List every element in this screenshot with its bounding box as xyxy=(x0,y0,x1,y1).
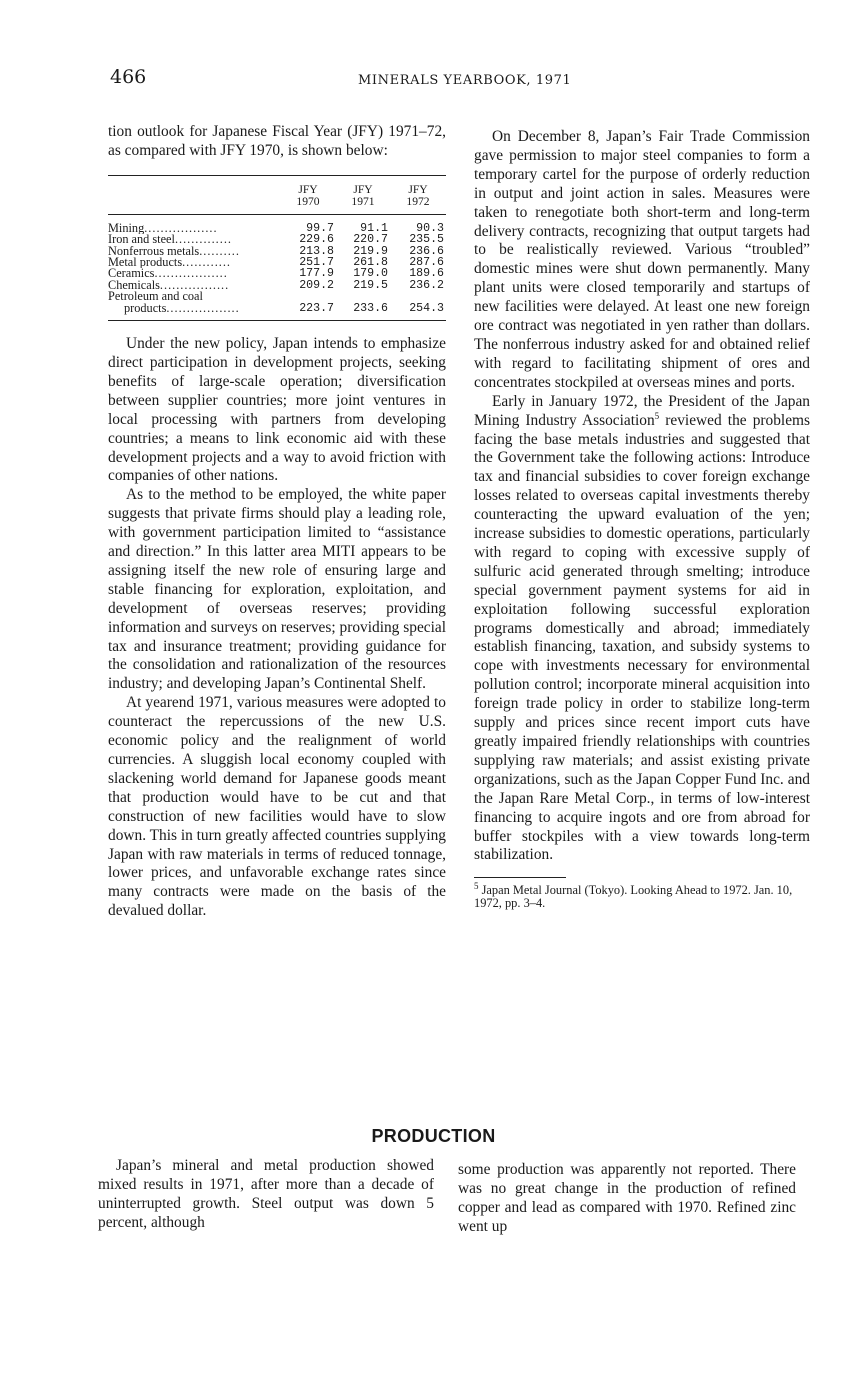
production-index-table xyxy=(108,175,446,321)
production-left-column xyxy=(98,1157,434,1233)
table-row xyxy=(108,280,446,291)
table-corner xyxy=(108,175,280,214)
paragraph: Japan’s mineral and metal production showed mixed results in 1971, after more than a decade of uninterrupted growth. Steel output was down 5 percent, although xyxy=(98,1157,434,1231)
footnote-divider xyxy=(474,877,566,878)
paragraph: At yearend 1971, various measures were adopted to counteract the repercussions of the new U.S. economic policy and the realignment of world currencies. A sluggish local economy coupled with slackening world demand for Japanese goods meant that production would have to be cut and that construction of new facilities would have to slow down. This in turn greatly affected countries supplying Japan with raw materials in terms of reduced tonnage, lower prices, and unfavorable exchange rates since many contracts were made on the basis of the devalued dollar. xyxy=(108,694,446,920)
cell-1971: 261.8 xyxy=(353,256,388,270)
left-column xyxy=(108,123,446,921)
cell-1971: 219.5 xyxy=(353,278,388,292)
cell-1970: 213.8 xyxy=(299,244,334,258)
cell-1971: 179.0 xyxy=(353,267,388,281)
table-row xyxy=(108,214,446,234)
footnote-reference: 5 xyxy=(654,410,660,421)
right-column xyxy=(474,128,810,910)
index-table xyxy=(108,175,446,321)
row-label: Iron and steel.............. xyxy=(108,234,232,246)
page-number: 466 xyxy=(110,66,147,88)
table-row xyxy=(108,291,446,302)
row-label: Nonferrous metals.......... xyxy=(108,245,240,258)
cell-1972: 254.3 xyxy=(390,303,446,321)
paragraph: As to the method to be employed, the white paper suggests that private firms should play a leading role, with government participation limited to “assistance and direction.” In this latter area MITI appears to be assigning itself the new role of ensuring large and stable financing for exploration, exploitation, and development of overseas reserves; providing information and surveys on reserves; providing special tax and insurance treatment; providing guidance for the consolidation and rationalization of the resources industry; and developing Japan’s Continental Shelf. xyxy=(108,486,446,693)
section-heading: PRODUCTION xyxy=(371,1126,496,1146)
running-title: MINERALS YEARBOOK, 1971 xyxy=(358,73,572,88)
cell-1972: 236.2 xyxy=(409,278,444,292)
paragraph: Under the new policy, Japan intends to emphasize direct participation in development projects, seeking benefits of large-scale operation; diversification between supplier countries; more joint ventures in local processing with partners from developing countries; a means to link economic aid with these development projects and a way to avoid friction with companies of other nations. xyxy=(108,335,446,485)
table-header-row xyxy=(108,175,446,214)
paragraph: On December 8, Japan’s Fair Trade Commission gave permission to major steel companies to form a temporary cartel for the purpose of orderly reduction in output and joint action in sales. Measures were taken to renegotiate both short-term and long-term delivery contracts, recognizing that output targets had to be realistically reviewed. Various “troubled” domestic mines were shut down permanently. Many plant units were closed temporarily and startups of new facilities were delayed. At least one new foreign ore contract was negotiated in yen rather than dollars. The nonferrous industry asked for and obtained relief with regard to facilitating shipment of ores and concentrates stockpiled at overseas mines and ports. xyxy=(474,128,810,391)
cell-1970: 229.6 xyxy=(299,233,334,247)
cell-1972: 90.3 xyxy=(416,221,444,235)
cell-1972: 236.6 xyxy=(409,244,444,258)
table-row xyxy=(108,268,446,279)
cell-1971: 233.6 xyxy=(336,303,390,321)
column-header: JFY 1971 xyxy=(336,175,390,214)
footnote-number: 5 xyxy=(474,881,479,892)
cell-1970: 99.7 xyxy=(306,221,334,235)
row-label: Mining.................. xyxy=(108,220,218,235)
row-label: Ceramics.................. xyxy=(108,268,228,280)
footnote: $^5$ Japan Metal Journal (Tokyo). Looking Ahead to 1972. Jan. 10, 1972, pp. 3–4. xyxy=(474,881,793,911)
cell-1972: 235.5 xyxy=(409,233,444,247)
cell-1972: 287.6 xyxy=(409,256,444,270)
paragraph: some production was apparently not reported. There was no great change in the production of refined copper and lead as compared with 1970. Refined zinc went up xyxy=(458,1161,796,1235)
table-row xyxy=(108,303,446,321)
cell-1971: 91.1 xyxy=(360,221,388,235)
table-row xyxy=(108,246,446,257)
cell-1971: 220.7 xyxy=(353,233,388,247)
column-header: JFY 1970 xyxy=(280,175,336,214)
cell-1970: 223.7 xyxy=(280,303,336,321)
cell-1970: 209.2 xyxy=(299,278,334,292)
cell-1972: 189.6 xyxy=(409,267,444,281)
row-label: Petroleum and coal xyxy=(108,291,203,303)
cell-1970: 251.7 xyxy=(299,256,334,270)
row-label: Chemicals................. xyxy=(108,279,230,292)
row-label: Metal products............ xyxy=(108,257,231,269)
cell-1970: 177.9 xyxy=(299,267,334,281)
intro-paragraph: tion outlook for Japanese Fiscal Year (JFY) 1971–72, as compared with JFY 1970, is shown below: xyxy=(108,123,446,159)
cell-1971: 219.9 xyxy=(353,244,388,258)
column-header: JFY 1972 xyxy=(390,175,446,214)
production-right-column xyxy=(458,1161,796,1237)
paragraph: Early in January 1972, the President of the Japan Mining Industry Association$^5$ reviewed the problems facing the base metals industries and suggested that the Government take the following actions: Introduce tax and financial subsidies to cover foreign exchange losses related to overseas capital investments thereby counteracting the upward evaluation of the yen; increase subsidies to domestic operations, particularly with regard to coping with excessive supply of sulfuric acid generated through smelting; introduce special government payment systems for aid in exploitation following successful exploration programs domestically and abroad; immediately establish financing, taxation, and subsidy systems to cope with investments necessary for environmental pollution control; incorporate mineral acquisition into foreign trade policy in order to stabilize long-term supply and prices since recent import cuts have greatly impaired friendly relationships with countries supplying raw materials; and assist existing private organizations, such as the Japan Copper Fund Inc. and the Japan Rare Metal Corp., in terms of low-interest financing to acquire ingots and ore from abroad for buffer stockpiles with a view towards long-term stabilization. xyxy=(474,392,810,864)
row-label: products.................. xyxy=(108,303,280,321)
table-row xyxy=(108,257,446,268)
table-row xyxy=(108,234,446,245)
